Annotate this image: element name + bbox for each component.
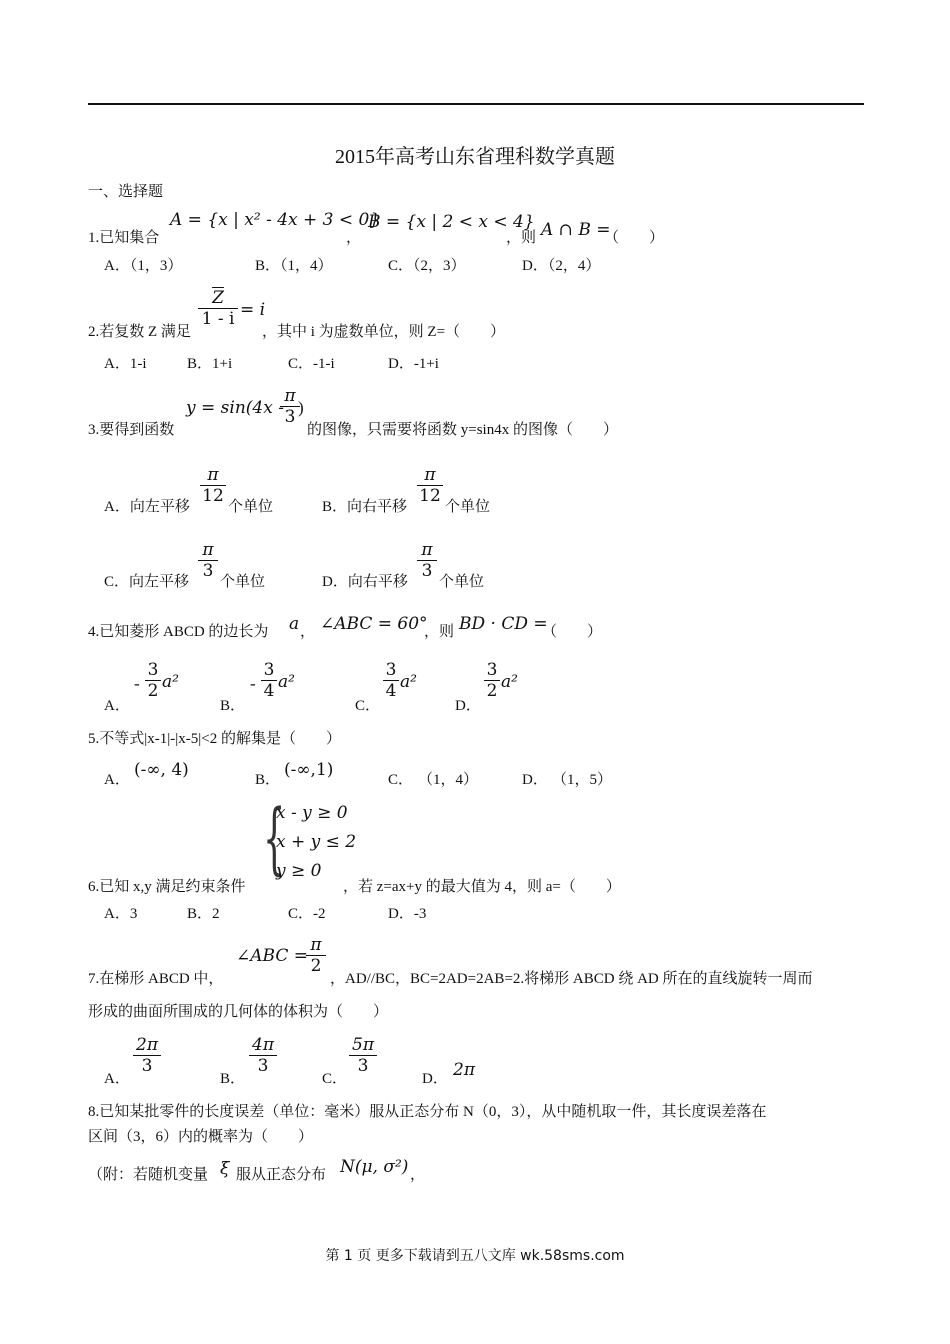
q3-option-b-unit: 个单位 xyxy=(445,499,491,515)
q6-option-a: A．3 xyxy=(104,906,138,922)
q4-option-c-label: C． xyxy=(355,698,381,714)
q5-option-d-math: （1，5） xyxy=(552,772,613,788)
q3-option-b-label: B．向右平移 xyxy=(322,499,408,515)
q5-option-a-math: (-∞, 4) xyxy=(134,760,189,780)
q4-option-d-fraction: $\frac{3}{2}$ xyxy=(484,660,500,701)
q8-dist: N(μ, σ²) xyxy=(340,1157,409,1177)
q5-option-a-label: A． xyxy=(104,772,130,788)
q4-dot: BD · CD = xyxy=(459,614,548,634)
q4-mid: ，则 xyxy=(424,624,455,640)
q1-option-d: D．（2，4） xyxy=(522,258,601,274)
q7-option-d-math: 2π xyxy=(453,1060,475,1080)
q6-constraint-3: y ≥ 0 xyxy=(276,861,322,881)
q4-option-b-sign: - xyxy=(250,674,256,693)
q3-func-right: ) xyxy=(298,398,304,417)
q5-option-c-label: C． xyxy=(388,772,414,788)
q3-option-d-fraction: $\frac{\pi}{3}$ xyxy=(417,540,437,581)
q1-set-b: B = {x | 2 < x < 4} xyxy=(368,212,535,232)
q7-angle: ∠ABC = xyxy=(236,946,308,966)
q2-option-b: B．1+i xyxy=(187,356,233,372)
q8-line2: 区间（3，6）内的概率为（ ） xyxy=(88,1129,314,1145)
q6-suffix: ，若 z=ax+y 的最大值为 4，则 a=（ ） xyxy=(343,879,621,895)
q4-option-a-sign: - xyxy=(134,674,140,693)
q2-option-c: C．-1-i xyxy=(288,356,335,372)
q8-line1: 8.已知某批零件的长度误差（单位：毫米）服从正态分布 N（0，3），从中随机取一件，其长度误差落在 xyxy=(88,1104,767,1120)
q1-expr: A ∩ B = xyxy=(541,220,611,240)
q4-option-b-label: B． xyxy=(220,698,246,714)
q8-line3-prefix: （附：若随机变量 xyxy=(88,1167,209,1183)
q3-prefix: 3.要得到函数 xyxy=(88,422,175,438)
q6-brace: { xyxy=(263,794,286,884)
q2-suffix: ，其中 i 为虚数单位，则 Z=（ ） xyxy=(262,324,506,340)
q4-option-d-label: D． xyxy=(455,698,481,714)
q4-option-b-tail: a² xyxy=(278,672,295,692)
q4-option-d-tail: a² xyxy=(501,672,518,692)
q8-line3-mid: 服从正态分布 xyxy=(236,1167,327,1183)
q3-option-d-label: D．向右平移 xyxy=(322,574,408,590)
q4-option-a-fraction: $\frac{3}{2}$ xyxy=(145,660,161,701)
q7-option-b-label: B． xyxy=(220,1071,246,1087)
q4-option-a-label: A． xyxy=(104,698,130,714)
q5-option-b-math: (-∞,1) xyxy=(284,760,334,780)
q4-comma: ， xyxy=(300,624,316,640)
q3-option-c-label: C．向左平移 xyxy=(104,574,190,590)
page-footer: 第 1 页 更多下载请到五八文库 wk.58sms.com xyxy=(325,1248,625,1264)
q4-prefix: 4.已知菱形 ABCD 的边长为 xyxy=(88,624,269,640)
q7-line2: 形成的曲面所围成的几何体的体积为（ ） xyxy=(88,1004,389,1020)
q2-eq: = i xyxy=(240,300,266,320)
q7-option-b-fraction: $\frac{4\pi}{3}$ xyxy=(249,1035,277,1076)
q5-option-c-math: （1，4） xyxy=(418,772,479,788)
q5-option-d-label: D． xyxy=(522,772,548,788)
q7-option-c-label: C． xyxy=(322,1071,348,1087)
q2-fraction: $\frac{\overline{Z}}{1 - i}$ xyxy=(198,288,238,329)
q5-stem: 5.不等式|x-1|-|x-5|<2 的解集是（ ） xyxy=(88,731,341,747)
q3-option-a-fraction: $\frac{\pi}{12}$ xyxy=(200,465,226,506)
q4-option-b-fraction: $\frac{3}{4}$ xyxy=(261,660,277,701)
q1-prefix: 1.已知集合 xyxy=(88,230,160,246)
q3-option-a-label: A．向左平移 xyxy=(104,499,190,515)
q4-option-a-tail: a² xyxy=(162,672,179,692)
q7-option-a-label: A． xyxy=(104,1071,130,1087)
q7-option-d-label: D． xyxy=(422,1071,448,1087)
q3-option-a-unit: 个单位 xyxy=(228,499,274,515)
q6-prefix: 6.已知 x,y 满足约束条件 xyxy=(88,879,246,895)
q1-mid: ，则 xyxy=(506,230,537,246)
q6-option-b: B．2 xyxy=(187,906,220,922)
q1-option-a: A．（1，3） xyxy=(104,258,183,274)
q7-option-c-fraction: $\frac{5\pi}{3}$ xyxy=(349,1035,377,1076)
page-title: 2015年高考山东省理科数学真题 xyxy=(335,146,615,168)
q4-option-c-tail: a² xyxy=(400,672,417,692)
q1-suffix: （ ） xyxy=(604,230,665,246)
q5-option-b-label: B． xyxy=(255,772,281,788)
q8-xi: ξ xyxy=(220,1159,230,1179)
q1-comma: ， xyxy=(346,230,362,246)
q4-angle: ∠ABC = 60° xyxy=(320,614,428,634)
q2-option-d: D．-1+i xyxy=(388,356,439,372)
q4-suffix: （ ） xyxy=(542,624,603,640)
q2-prefix: 2.若复数 Z 满足 xyxy=(88,324,191,340)
q7-option-a-fraction: $\frac{2\pi}{3}$ xyxy=(133,1035,161,1076)
q7-fraction: $\frac{\pi}{2}$ xyxy=(306,935,326,976)
q3-suffix: 的图像，只需要将函数 y=sin4x 的图像（ ） xyxy=(307,422,618,438)
q3-func-left: y = sin(4x - xyxy=(186,398,284,418)
q6-constraint-2: x + y ≤ 2 xyxy=(276,832,357,852)
q3-option-c-fraction: $\frac{\pi}{3}$ xyxy=(198,540,218,581)
q3-option-b-fraction: $\frac{\pi}{12}$ xyxy=(417,465,443,506)
q6-option-c: C．-2 xyxy=(288,906,326,922)
q4-var: a xyxy=(289,614,300,634)
q3-fraction: $\frac{\pi}{3}$ xyxy=(280,386,300,427)
q1-option-c: C．（2，3） xyxy=(388,258,466,274)
q7-prefix: 7.在梯形 ABCD 中， xyxy=(88,971,224,987)
section-heading: 一、选择题 xyxy=(88,184,164,200)
q8-line3-suffix: ， xyxy=(410,1167,426,1183)
q3-option-c-unit: 个单位 xyxy=(220,574,266,590)
header-rule xyxy=(88,103,864,105)
q4-option-c-fraction: $\frac{3}{4}$ xyxy=(383,660,399,701)
q6-option-d: D．-3 xyxy=(388,906,427,922)
q7-suffix: ，AD//BC，BC=2AD=2AB=2.将梯形 ABCD 绕 AD 所在的直线旋转一周而 xyxy=(330,971,813,987)
q3-option-d-unit: 个单位 xyxy=(439,574,485,590)
q1-option-b: B．（1，4） xyxy=(255,258,333,274)
q2-option-a: A．1-i xyxy=(104,356,147,372)
q1-set-a: A = {x | x² - 4x + 3 < 0} xyxy=(170,210,381,230)
q6-constraint-1: x - y ≥ 0 xyxy=(276,803,348,823)
